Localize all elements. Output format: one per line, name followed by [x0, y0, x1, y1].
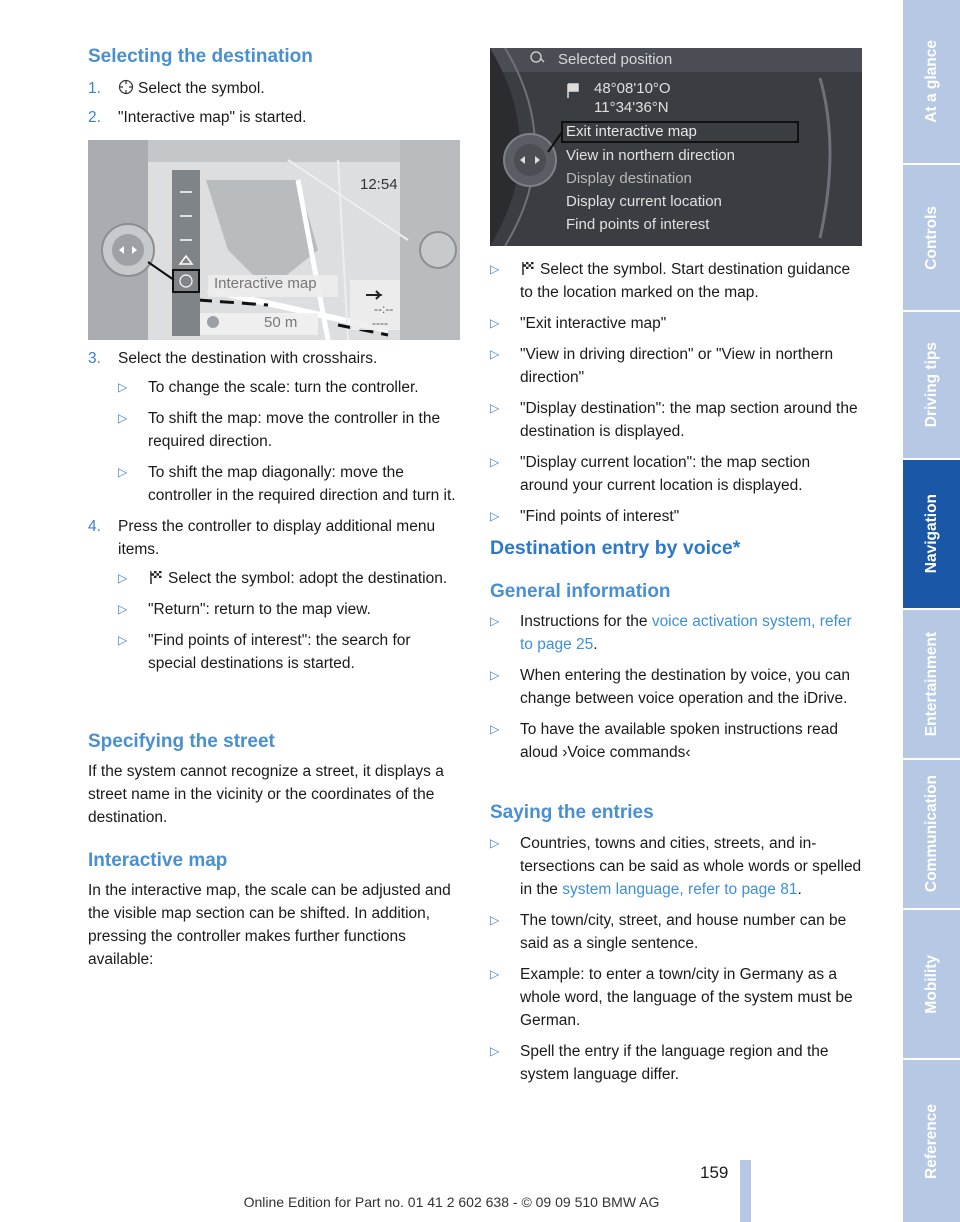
general-info-list	[490, 610, 862, 772]
flag-destination-icon	[148, 569, 164, 585]
tab-driving-tips[interactable]	[903, 312, 960, 458]
tab-label: Navigation	[922, 494, 940, 574]
menu-item-exit: Exit interactive map	[566, 123, 697, 140]
tab-label: Entertainment	[922, 631, 940, 737]
heading-interactive-map: Interactive map	[88, 850, 228, 871]
paragraph-street: If the system cannot recognize a street, it displays a street name in the vicinity or the coordinates of the destination.	[88, 763, 444, 826]
list-item	[490, 832, 862, 901]
map-scale: 50 m	[264, 314, 298, 331]
tab-entertainment[interactable]	[903, 610, 960, 758]
steps-1-2	[88, 77, 463, 135]
coordinate-east: 48°08'10°O	[594, 80, 671, 97]
saying-entries-list	[490, 832, 862, 1094]
step-text: Select the symbol.	[138, 80, 265, 97]
tab-at-a-glance[interactable]	[903, 0, 960, 163]
list-item: ▷ "Exit interactive map"	[490, 312, 862, 335]
step-4-bullets	[118, 567, 463, 675]
tab-mobility[interactable]	[903, 910, 960, 1058]
step-3	[88, 347, 463, 507]
tab-label: Controls	[922, 205, 940, 270]
system-language-link[interactable]: system language, refer to page 81	[562, 881, 798, 898]
chapter-sidebar	[903, 0, 960, 1222]
tab-communication[interactable]	[903, 760, 960, 908]
list-item	[490, 610, 862, 656]
list-item: ▷ To shift the map: move the controller in the required direction.	[118, 407, 463, 453]
step-number: 3.	[88, 350, 101, 367]
list-item: ▷ "Return": return to the map view.	[118, 598, 463, 621]
page-marker-bar	[740, 1160, 751, 1222]
tab-label: At a glance	[922, 40, 940, 123]
step-number: 2.	[88, 109, 101, 126]
step-number: 4.	[88, 518, 101, 535]
menu-item-display-destination: Display destination	[566, 170, 692, 187]
list-item-text: .	[797, 881, 802, 898]
list-item-text: Select the symbol: adopt the destination.	[168, 570, 448, 587]
tab-reference[interactable]	[903, 1060, 960, 1222]
crosshair-symbol-icon	[118, 79, 134, 95]
voice-activation-link[interactable]: voice activation system, refer to page 25	[520, 613, 852, 653]
step-text: Press the controller to display additional menu items.	[118, 518, 436, 558]
list-item: ▷ "Display current location": the map section around your current location is displayed.	[490, 451, 862, 497]
step-2	[88, 106, 463, 129]
list-item: ▷ "Display destination": the map section around the destination is displayed.	[490, 397, 862, 443]
list-item: ▷ To have the available spoken instructions read aloud ›Voice commands‹	[490, 718, 862, 764]
selected-position-screenshot	[490, 48, 862, 246]
list-item: ▷ "Find points of interest": the search for special destinations is started.	[118, 629, 463, 675]
coordinate-north: 11°34'36°N	[594, 99, 669, 116]
tab-navigation[interactable]	[903, 460, 960, 608]
menu-item-northern: View in northern direction	[566, 147, 735, 164]
list-item	[490, 258, 862, 304]
step-3-bullets	[118, 376, 463, 507]
map-arrow-time: --:--	[374, 302, 394, 316]
list-item: ▷ The town/city, street, and house number can be said as a single sentence.	[490, 909, 862, 955]
list-item: ▷ To shift the map diagonally: move the controller in the required direction and turn it.	[118, 461, 463, 507]
steps-3-4	[88, 347, 463, 683]
map-menu-label: Interactive map	[214, 275, 317, 292]
step-text: Select the destination with crosshairs.	[118, 350, 378, 367]
footer-text: Online Edition for Part no. 01 41 2 602 638 - © 09 09 510 BMW AG	[243, 1194, 660, 1210]
list-item: ▷ When entering the destination by voice, you can change between voice operation and the iDrive.	[490, 664, 862, 710]
list-item-text: Select the symbol. Start destination guidance to the location marked on the map.	[520, 261, 851, 301]
interactive-map-screenshot	[88, 140, 460, 340]
list-item-text: Instructions for the	[520, 613, 652, 630]
heading-saying-entries: Saying the entries	[490, 802, 654, 823]
list-item: ▷ "Find points of interest"	[490, 505, 862, 528]
page-number: 159	[700, 1163, 729, 1182]
menu-title: Selected position	[558, 51, 673, 68]
heading-specifying-street: Specifying the street	[88, 731, 275, 752]
list-item-text: Countries, towns and cities, streets, and intersections can be said as whole words or spelled in the	[520, 835, 862, 898]
menu-item-current-location: Display current location	[566, 193, 722, 210]
tab-label: Communication	[922, 775, 940, 893]
tab-controls[interactable]	[903, 165, 960, 310]
menu-item-find-poi: Find points of interest	[566, 216, 710, 233]
map-time: 12:54	[360, 176, 398, 193]
tab-label: Reference	[922, 1103, 940, 1179]
list-item: ▷ To change the scale: turn the controller.	[118, 376, 463, 399]
map-arrow-distance: ----	[372, 316, 388, 330]
heading-general-information: General information	[490, 581, 671, 602]
list-item: ▷ Example: to enter a town/city in Germany as a whole word, the language of the system must be German.	[490, 963, 862, 1032]
paragraph-interactive-map: In the interactive map, the scale can be adjusted and the visible map section can be shifted. In addition, pressing the controller makes further functions available:	[88, 882, 451, 968]
list-item	[118, 567, 463, 590]
step-4	[88, 515, 463, 675]
heading-selecting-destination: Selecting the destination	[88, 46, 313, 67]
heading-voice-entry: Destination entry by voice*	[490, 537, 741, 559]
step-1	[88, 77, 463, 100]
step-number: 1.	[88, 80, 101, 97]
tab-label: Driving tips	[922, 342, 940, 428]
tab-label: Mobility	[922, 954, 940, 1014]
map-background-icon	[88, 140, 460, 340]
list-item: ▷ Spell the entry if the language region and the system language differ.	[490, 1040, 862, 1086]
step-text: "Interactive map" is started.	[118, 109, 307, 126]
list-item: ▷ "View in driving direction" or "View in northern direction"	[490, 343, 862, 389]
list-item-text: .	[593, 636, 598, 653]
flag-destination-icon	[520, 260, 536, 276]
menu-function-list	[490, 258, 862, 536]
